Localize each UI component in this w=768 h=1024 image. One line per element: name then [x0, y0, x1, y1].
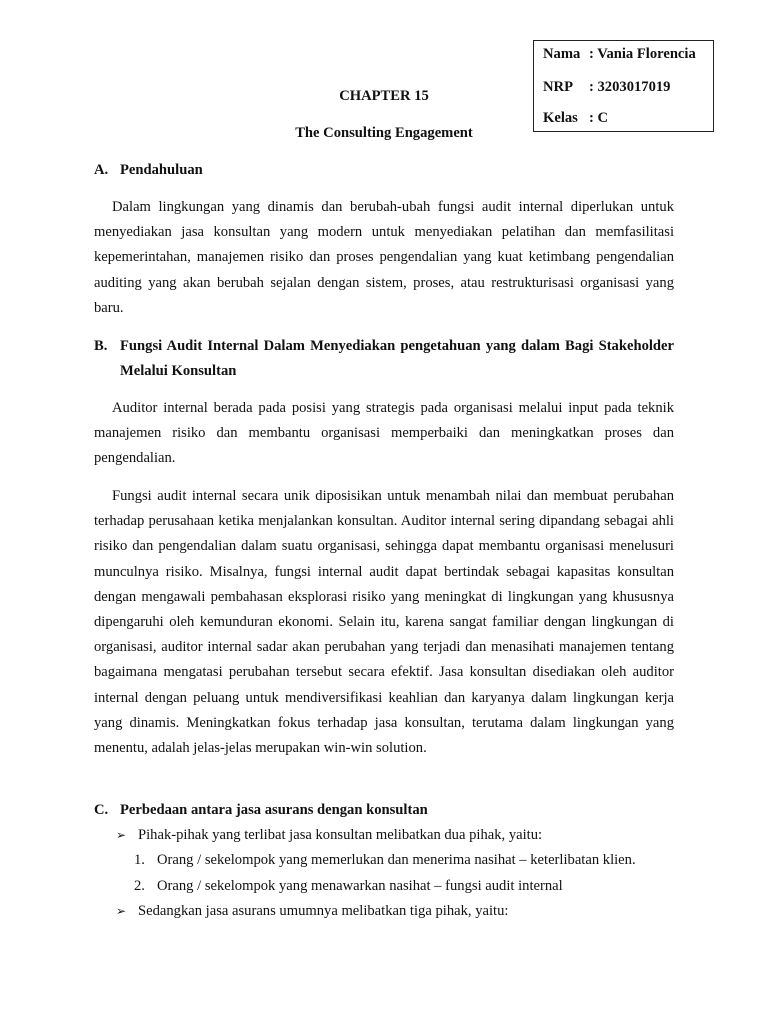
- chapter-title: The Consulting Engagement: [295, 125, 473, 141]
- name-label: Nama: [543, 46, 581, 62]
- item-text: Orang / sekelompok yang menawarkan nasihat – fungsi audit internal: [157, 878, 563, 894]
- section-b-paragraph-2-text: Fungsi audit internal secara unik diposisikan untuk menambah nilai dan membuat perubahan terhadap perusahaan ketika menjalankan konsultan. Auditor internal sering dipandang sebagai ahli risiko dan pengendalian dalam suatu organisasi, sehingga dapat membantu organisasi menelusuri munculnya risiko. Misalnya, fungsi internal audit dapat bertindak sebagai kapasitas konsultan dengan mengawali pembahasan eksplorasi risiko yang meningkat di lingkungan yang khususnya dipengaruhi oleh kemunduran ekonomi. Selain itu, karena sangat familiar dengan lingkungan di organisasi, auditor internal sadar akan perubahan yang terjadi dan menasihati manajemen tentang bagaimana mengatasi perubahan tersebut secara efektif. Jasa konsultan disediakan oleh auditor internal dengan peluang untuk mendiversifikasi keahlian dan karyanya dalam lingkungan kerja yang dinamis. Meningkatkan fokus terhadap jasa konsultan, terutama dalam lingkungan yang menentu, adalah jelas-jelas merupakan win-win solution.: [94, 488, 674, 757]
- numbered-item: [134, 852, 636, 869]
- bullet-text: Pihak-pihak yang terlibat jasa konsultan melibatkan dua pihak, yaitu:: [138, 827, 543, 843]
- student-info-box: [533, 40, 714, 132]
- section-c-letter: C.: [94, 802, 109, 818]
- section-a-paragraph: [94, 195, 674, 321]
- section-c-heading: [94, 802, 428, 819]
- section-b-heading: [94, 334, 674, 383]
- section-c-title: Perbedaan antara jasa asurans dengan konsultan: [120, 802, 428, 818]
- section-a-title: Pendahuluan: [120, 162, 203, 178]
- nrp-label: NRP: [543, 79, 573, 95]
- item-text: Orang / sekelompok yang memerlukan dan menerima nasihat – keterlibatan klien.: [157, 852, 636, 868]
- name-row: [543, 46, 696, 63]
- arrow-bullet-icon: ➢: [116, 904, 127, 918]
- section-a-heading: [94, 162, 203, 179]
- chapter-number: CHAPTER 15: [339, 88, 429, 104]
- arrow-bullet-icon: ➢: [116, 828, 127, 842]
- item-number: 2.: [134, 878, 145, 894]
- bullet-item: [116, 903, 508, 920]
- nrp-value: : 3203017019: [589, 79, 671, 95]
- section-b-letter: B.: [94, 338, 108, 354]
- bullet-text: Sedangkan jasa asurans umumnya melibatkan tiga pihak, yaitu:: [138, 903, 509, 919]
- kelas-value: : C: [589, 110, 609, 126]
- numbered-item: [134, 878, 563, 895]
- section-b-paragraph-1-text: Auditor internal berada pada posisi yang strategis pada organisasi melalui input pada teknik manajemen risiko dan membantu organisasi memperbaiki dan meningkatkan proses dan pengendalian.: [94, 400, 674, 467]
- item-number: 1.: [134, 852, 145, 868]
- kelas-label: Kelas: [543, 110, 578, 126]
- section-a-letter: A.: [94, 162, 109, 178]
- section-b-paragraph-1: [94, 396, 674, 472]
- section-b-paragraph-2: [94, 484, 674, 761]
- section-a-paragraph-text: Dalam lingkungan yang dinamis dan berubah-ubah fungsi audit internal diperlukan untuk menyediakan jasa konsultan yang modern untuk menyediakan pelatihan dan memfasilitasi kepemerintahan, manajemen risiko dan proses pengendalian yang kuat ketimbang pengendalian auditing yang akan berubah sejalan dengan sistem, proses, atau restrukturisasi organisasi yang baru.: [94, 199, 674, 316]
- section-b-title: Fungsi Audit Internal Dalam Menyediakan pengetahuan yang dalam Bagi Stakeholder Melalui Konsultan: [120, 338, 674, 379]
- bullet-item: [116, 827, 542, 844]
- name-value: : Vania Florencia: [589, 46, 696, 62]
